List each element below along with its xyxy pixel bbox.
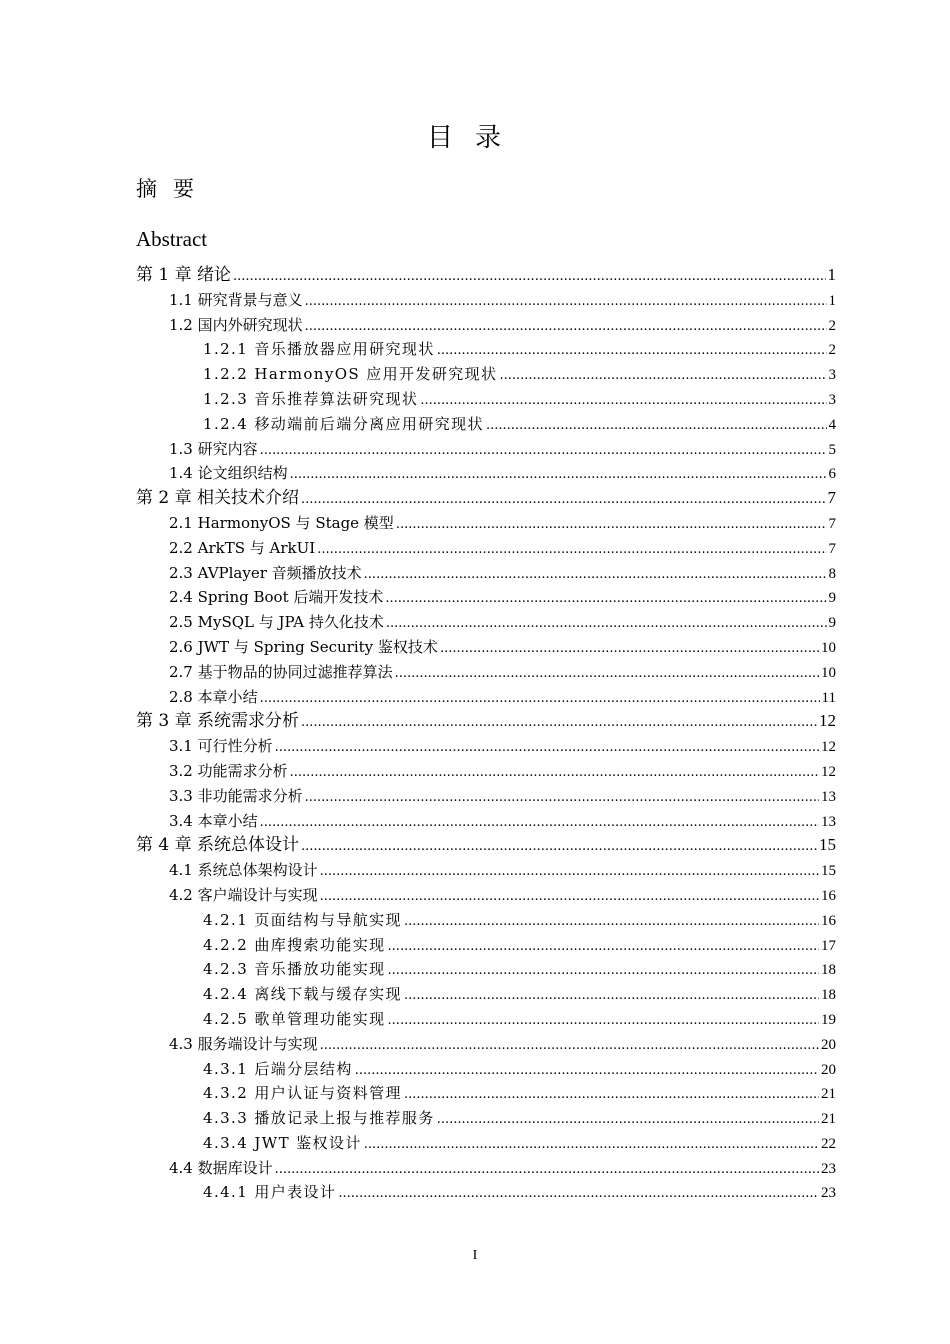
dot-leader	[275, 736, 819, 759]
dot-leader	[404, 1083, 819, 1106]
toc-entry-page: 15	[821, 863, 836, 880]
toc-entry-page: 11	[821, 689, 836, 706]
toc-entry	[0, 1057, 836, 1082]
toc-entry-page: 3	[828, 367, 836, 384]
toc-entry-page: 16	[821, 887, 836, 904]
toc-entry	[0, 1180, 836, 1205]
dot-leader	[404, 910, 819, 933]
toc-entry-page: 10	[821, 664, 836, 681]
toc-entry-title: 2.8 本章小结	[169, 687, 258, 706]
toc-entry-page: 18	[821, 962, 836, 979]
toc-entry	[0, 337, 836, 362]
abstract-en-heading: Abstract	[136, 227, 208, 251]
toc-entry-page: 20	[821, 1036, 836, 1053]
dot-leader	[364, 1133, 819, 1156]
toc-entry-page: 1	[827, 265, 836, 284]
dot-leader	[290, 463, 827, 486]
toc-entry-title: 4.4.1 用户表设计	[203, 1183, 337, 1202]
toc-entry	[0, 933, 836, 958]
dot-leader	[233, 265, 825, 288]
dot-leader	[420, 389, 826, 412]
toc-entry-title: 4.2 客户端设计与实现	[169, 885, 318, 904]
toc-entry-title: 4.3.4 JWT 鉴权设计	[203, 1133, 362, 1152]
toc-entry-title: 4.2.5 歌单管理功能实现	[203, 1009, 386, 1028]
toc-entry	[0, 1032, 836, 1057]
toc-entry	[0, 387, 836, 412]
toc-entry-page: 22	[821, 1135, 836, 1152]
toc-entry-page: 21	[821, 1111, 836, 1128]
dot-leader	[385, 587, 826, 610]
toc-entry-page: 2	[828, 317, 836, 334]
dot-leader	[364, 563, 827, 586]
dot-leader	[388, 935, 819, 958]
toc-entry	[0, 412, 836, 437]
toc-entry-title: 2.2 ArkTS 与 ArkUI	[169, 538, 316, 557]
toc-entry-page: 18	[821, 987, 836, 1004]
toc-entry-title: 1.2.2 HarmonyOS 应用开发研究现状	[203, 365, 498, 384]
toc-entry-title: 2.6 JWT 与 Spring Security 鉴权技术	[169, 637, 438, 656]
toc-entry-title: 1.2.3 音乐推荐算法研究现状	[203, 389, 419, 408]
dot-leader	[305, 290, 827, 313]
dot-leader	[305, 786, 819, 809]
dot-leader	[355, 1059, 819, 1082]
toc-entry	[0, 982, 836, 1007]
dot-leader	[260, 811, 819, 834]
dot-leader	[388, 1009, 819, 1032]
dot-leader	[301, 835, 817, 858]
toc-entry-title: 1.2.4 移动端前后端分离应用研究现状	[203, 414, 484, 433]
toc-entry-title: 1.3 研究内容	[169, 439, 258, 458]
toc-entry-page: 1	[828, 292, 836, 309]
toc-entry-page: 21	[821, 1086, 836, 1103]
toc-entry	[0, 362, 836, 387]
toc-entry-title: 第 1 章 绪论	[136, 265, 232, 285]
toc-entry-title: 第 4 章 系统总体设计	[136, 835, 300, 856]
toc-entry-page: 12	[821, 739, 836, 756]
toc-entry-page: 3	[828, 391, 836, 408]
toc-entry	[0, 1081, 836, 1106]
toc-entry-page: 7	[828, 540, 836, 557]
dot-leader	[275, 1158, 819, 1181]
dot-leader	[320, 885, 819, 908]
toc-entry	[0, 1131, 836, 1156]
toc-entry-page: 6	[828, 466, 836, 483]
toc-entry-page: 15	[819, 835, 836, 855]
dot-leader	[386, 612, 827, 635]
toc-entry	[0, 288, 836, 313]
toc-entry	[0, 660, 836, 685]
toc-entry	[0, 561, 836, 586]
toc-entry-title: 2.1 HarmonyOS 与 Stage 模型	[169, 513, 394, 532]
toc-entry	[0, 685, 836, 710]
toc-entry-page: 20	[821, 1061, 836, 1078]
toc-entry-title: 4.3.2 用户认证与资料管理	[203, 1084, 402, 1103]
toc-entry	[0, 536, 836, 561]
toc-entry-title: 4.3.1 后端分层结构	[203, 1059, 353, 1078]
toc-entry-title: 4.4 数据库设计	[169, 1158, 273, 1177]
dot-leader	[320, 860, 819, 883]
toc-entry-title: 3.3 非功能需求分析	[169, 786, 303, 805]
toc-entry-title: 第 3 章 系统需求分析	[136, 711, 300, 732]
dot-leader	[338, 1182, 819, 1205]
toc-entry	[0, 734, 836, 759]
toc-entry-page: 12	[819, 711, 836, 731]
toc-entry-page: 23	[821, 1160, 836, 1177]
toc-entry-page: 12	[821, 763, 836, 780]
dot-leader	[305, 315, 827, 338]
toc-entry	[0, 511, 836, 536]
dot-leader	[499, 364, 826, 387]
toc-entry-page: 10	[821, 639, 836, 656]
dot-leader	[260, 687, 820, 710]
dot-leader	[317, 538, 826, 561]
toc-entry	[0, 486, 836, 511]
toc-entry	[0, 833, 836, 858]
toc-entry	[0, 635, 836, 660]
toc-entry-page: 8	[828, 565, 836, 582]
toc-entry-title: 第 2 章 相关技术介绍	[136, 488, 300, 509]
dot-leader	[320, 1034, 819, 1057]
toc-entry-page: 19	[821, 1011, 836, 1028]
toc-entry-page: 23	[821, 1185, 836, 1202]
toc-entry-title: 1.1 研究背景与意义	[169, 290, 303, 309]
dot-leader	[301, 488, 825, 511]
toc-entry-title: 4.2.4 离线下载与缓存实现	[203, 985, 402, 1004]
toc-entry-title: 3.4 本章小结	[169, 811, 258, 830]
toc-entry	[0, 957, 836, 982]
toc-entry	[0, 784, 836, 809]
dot-leader	[290, 761, 819, 784]
toc-entry-page: 13	[821, 788, 836, 805]
toc-entry-title: 2.4 Spring Boot 后端开发技术	[169, 588, 384, 607]
dot-leader	[388, 959, 819, 982]
toc-entry-page: 4	[828, 416, 836, 433]
toc-entry-title: 1.2 国内外研究现状	[169, 315, 303, 334]
toc-entry	[0, 858, 836, 883]
toc-entry	[0, 313, 836, 338]
toc-entry-page: 9	[828, 615, 836, 632]
toc-entry-title: 4.1 系统总体架构设计	[169, 861, 318, 880]
toc-entry	[0, 263, 836, 288]
page-number-footer: I	[472, 1248, 478, 1263]
toc-entry	[0, 709, 836, 734]
toc-list	[0, 263, 950, 1205]
toc-entry-title: 3.1 可行性分析	[169, 737, 273, 756]
toc-entry-title: 2.7 基于物品的协同过滤推荐算法	[169, 662, 393, 681]
toc-entry-title: 2.3 AVPlayer 音频播放技术	[169, 563, 362, 582]
toc-entry	[0, 1106, 836, 1131]
toc-entry-title: 4.2.2 曲库搜索功能实现	[203, 935, 386, 954]
dot-leader	[395, 662, 819, 685]
toc-entry-title: 1.2.1 音乐播放器应用研究现状	[203, 340, 435, 359]
toc-entry-title: 4.2.3 音乐播放功能实现	[203, 960, 386, 979]
dot-leader	[440, 637, 819, 660]
dot-leader	[404, 984, 819, 1007]
dot-leader	[260, 439, 827, 462]
dot-leader	[486, 414, 827, 437]
toc-entry-title: 3.2 功能需求分析	[169, 761, 288, 780]
toc-entry	[0, 809, 836, 834]
toc-entry-page: 7	[827, 488, 836, 508]
dot-leader	[396, 513, 827, 536]
toc-entry-title: 2.5 MySQL 与 JPA 持久化技术	[169, 613, 384, 632]
toc-entry	[0, 908, 836, 933]
toc-entry-title: 4.3 服务端设计与实现	[169, 1034, 318, 1053]
toc-entry-page: 5	[828, 441, 836, 458]
page-title: 目录	[426, 123, 523, 153]
toc-entry-title: 4.2.1 页面结构与导航实现	[203, 910, 402, 929]
toc-entry-page: 7	[828, 515, 836, 532]
dot-leader	[301, 711, 817, 734]
toc-entry-page: 2	[828, 342, 836, 359]
toc-entry-page: 16	[821, 912, 836, 929]
toc-entry-page: 17	[821, 937, 836, 954]
toc-entry	[0, 883, 836, 908]
toc-entry	[0, 1007, 836, 1032]
toc-entry	[0, 437, 836, 462]
toc-entry-title: 4.3.3 播放记录上报与推荐服务	[203, 1109, 435, 1128]
dot-leader	[437, 339, 827, 362]
abstract-zh-heading: 摘要	[136, 177, 210, 201]
toc-entry-page: 9	[828, 590, 836, 607]
dot-leader	[437, 1108, 819, 1131]
toc-entry-page: 13	[821, 813, 836, 830]
toc-entry	[0, 610, 836, 635]
toc-entry	[0, 759, 836, 784]
toc-entry	[0, 461, 836, 486]
toc-entry	[0, 1156, 836, 1181]
toc-entry-title: 1.4 论文组织结构	[169, 464, 288, 483]
toc-entry	[0, 585, 836, 610]
